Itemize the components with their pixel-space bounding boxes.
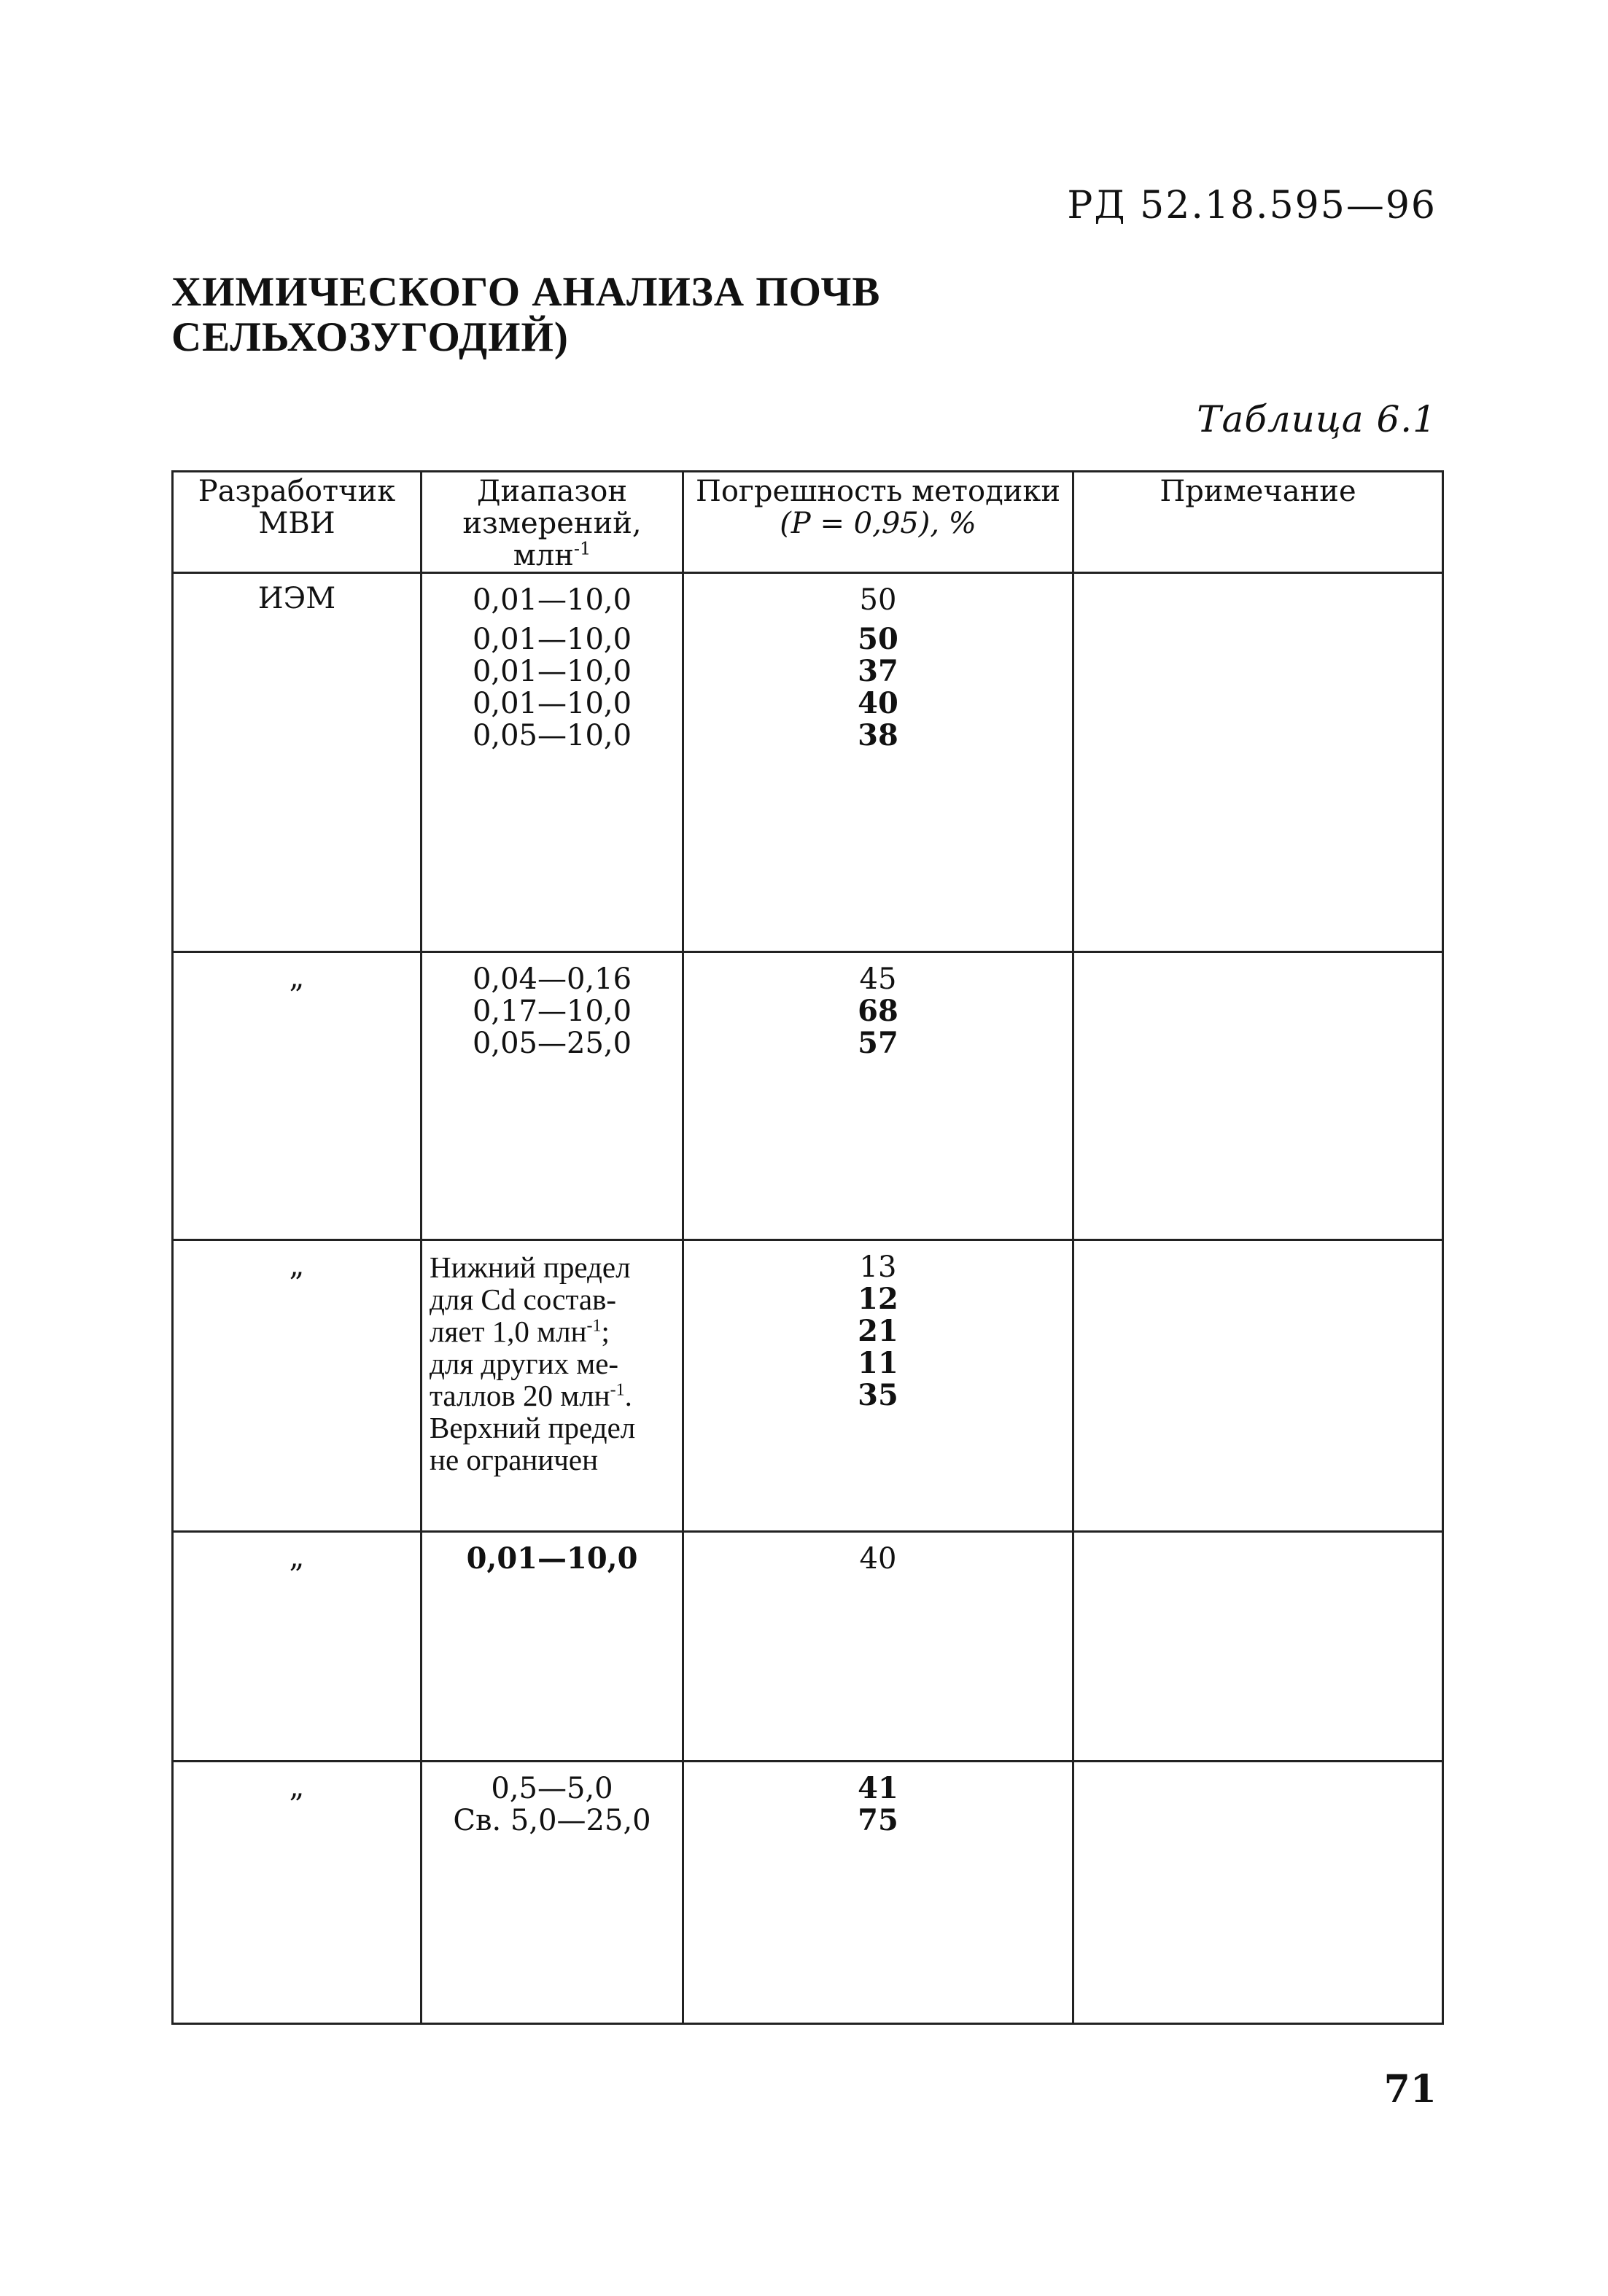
range-value: 0,05—10,0	[472, 719, 632, 752]
error-value: 12	[858, 1282, 898, 1316]
header-error-line-2: (Р = 0,95), %	[780, 507, 976, 540]
developer-ditto-mark: „	[289, 1249, 305, 1283]
range-cell	[422, 952, 683, 1240]
range-note-line: для Cd состав-	[430, 1283, 617, 1316]
error-value: 57	[858, 1026, 898, 1060]
error-value: 41	[858, 1771, 898, 1805]
page-number: 71	[1383, 2067, 1437, 2112]
error-value: 37	[858, 654, 898, 688]
range-note-text: ляет 1,0 млн	[430, 1315, 587, 1348]
error-cell	[683, 1240, 1073, 1532]
developer-value: ИЭМ	[257, 582, 336, 615]
developer-cell	[173, 952, 422, 1240]
error-value: 68	[858, 994, 898, 1028]
header-developer	[173, 472, 422, 573]
range-value: 0,01—10,0	[472, 655, 632, 688]
table-row	[173, 1240, 1443, 1532]
header-developer-line-2: МВИ	[258, 507, 335, 540]
error-value: 40	[858, 686, 898, 720]
header-error-line-1: Погрешность методики	[695, 475, 1061, 508]
note-cell	[1073, 1532, 1443, 1762]
note-cell	[1073, 952, 1443, 1240]
header-range-unit: млн	[513, 539, 574, 572]
range-cell	[422, 1240, 683, 1532]
note-cell	[1073, 1240, 1443, 1532]
error-value: 50	[859, 583, 897, 617]
error-cell	[683, 1762, 1073, 2024]
developer-ditto-mark: „	[289, 1541, 305, 1574]
header-range	[422, 472, 683, 573]
error-value: 40	[859, 1542, 897, 1576]
range-note-line: Нижний предел	[430, 1250, 631, 1284]
developer-cell	[173, 1762, 422, 2024]
section-title-line-1: ХИМИЧЕСКОГО АНАЛИЗА ПОЧВ	[171, 269, 881, 315]
range-value: 0,17—10,0	[472, 995, 632, 1028]
error-value: 75	[858, 1803, 898, 1837]
error-cell	[683, 1532, 1073, 1762]
range-value: 0,05—25,0	[472, 1027, 632, 1060]
section-title	[171, 270, 1192, 360]
developer-cell	[173, 573, 422, 952]
table-row	[173, 1762, 1443, 2024]
range-note-line	[430, 1379, 682, 1412]
error-value: 35	[858, 1378, 898, 1412]
range-value: 0,01—10,0	[472, 583, 632, 617]
table-row	[173, 1532, 1443, 1762]
header-range-line-2: измерений,	[462, 507, 642, 540]
range-cell	[422, 573, 683, 952]
table-row	[173, 573, 1443, 952]
range-note-line	[430, 1315, 682, 1347]
table-caption: Таблица 6.1	[1197, 398, 1437, 440]
range-note-line: для других ме-	[430, 1347, 619, 1380]
error-value: 21	[858, 1314, 898, 1348]
range-value: 0,01—10,0	[472, 623, 632, 656]
section-title-line-2: СЕЛЬХОЗУГОДИЙ)	[171, 314, 569, 360]
header-note-label: Примечание	[1160, 475, 1356, 508]
range-value: Св. 5,0—25,0	[453, 1804, 651, 1837]
developer-ditto-mark: „	[289, 961, 305, 995]
table-header-row	[173, 472, 1443, 573]
range-note-exponent: -1	[610, 1380, 625, 1400]
range-value: 0,01—10,0	[466, 1541, 638, 1576]
range-cell	[422, 1762, 683, 2024]
range-note-line: не ограничен	[430, 1443, 599, 1476]
header-range-line-3	[422, 540, 682, 572]
range-value: 0,01—10,0	[472, 687, 632, 720]
header-range-line-1: Диапазон	[476, 475, 628, 508]
range-note-text: таллов 20 млн	[430, 1379, 610, 1412]
developer-cell	[173, 1532, 422, 1762]
range-note-punct: ;	[601, 1315, 610, 1348]
error-cell	[683, 573, 1073, 952]
range-value: 0,04—0,16	[472, 962, 632, 996]
error-value: 38	[858, 718, 898, 752]
header-range-unit-exponent: -1	[573, 538, 591, 559]
header-developer-line-1: Разработчик	[198, 475, 396, 508]
developer-ditto-mark: „	[289, 1770, 305, 1804]
range-note-line: Верхний предел	[430, 1411, 636, 1444]
error-value: 11	[858, 1346, 898, 1380]
developer-cell	[173, 1240, 422, 1532]
range-note-punct: .	[624, 1379, 632, 1412]
error-value: 50	[858, 622, 898, 656]
table-row	[173, 952, 1443, 1240]
header-error	[683, 472, 1073, 573]
error-value: 45	[859, 962, 897, 996]
error-cell	[683, 952, 1073, 1240]
note-cell	[1073, 573, 1443, 952]
range-cell	[422, 1532, 683, 1762]
document-code: РД 52.18.595—96	[1067, 184, 1437, 227]
methods-table	[171, 470, 1444, 2025]
note-cell	[1073, 1762, 1443, 2024]
range-value: 0,5—5,0	[491, 1772, 613, 1805]
error-value: 13	[859, 1250, 897, 1284]
header-note	[1073, 472, 1443, 573]
range-note-exponent: -1	[586, 1316, 602, 1336]
